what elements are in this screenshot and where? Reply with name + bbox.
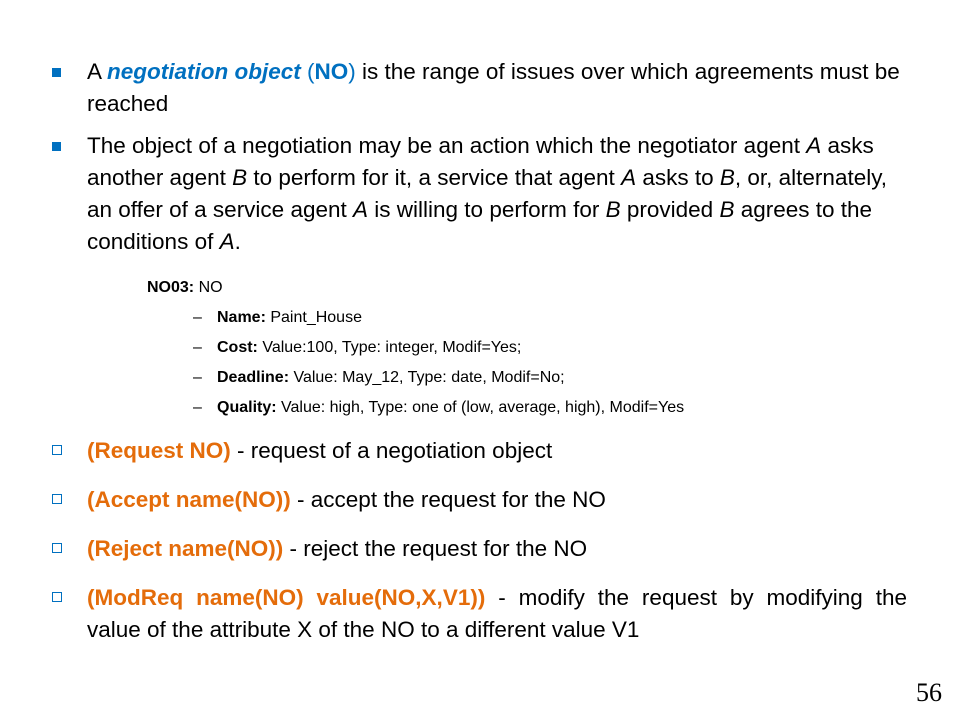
no-object-label: NO03: [147, 279, 195, 296]
hollow-square-bullet-icon [52, 592, 62, 602]
attribute-row: – Deadline: Value: May_12, Type: date, Modif=No; [193, 369, 565, 386]
attribute-row: – Name: Paint_House [193, 309, 362, 326]
page-number: 56 [916, 678, 942, 707]
square-bullet-icon [52, 68, 61, 77]
message-description: - accept the request for the NO [290, 487, 606, 512]
message-command: (Request NO) [87, 438, 231, 463]
hollow-square-bullet-icon [52, 494, 62, 504]
message-description: - reject the request for the NO [283, 536, 588, 561]
message-description: - modify the request by modifying the value of the attribute X of the NO to a different value V1 [87, 585, 907, 642]
no-object-value: NO [194, 279, 223, 296]
message-description: - request of a negotiation object [230, 438, 553, 463]
term-abbr: NO [314, 59, 349, 84]
message-command: (ModReq name(NO) value(NO,X,V1)) [87, 585, 486, 610]
bullet-definition-text: A negotiation object (NO) is the range of issues over which agreements must be reached [87, 59, 900, 116]
hollow-square-bullet-icon [52, 445, 62, 455]
no-object-header [147, 276, 223, 300]
square-bullet-icon [52, 142, 61, 151]
message-command: (Reject name(NO)) [87, 536, 284, 561]
hollow-square-bullet-icon [52, 543, 62, 553]
message-command: (Accept name(NO)) [87, 487, 291, 512]
attribute-row: – Cost: Value:100, Type: integer, Modif=Yes; [193, 339, 522, 356]
attribute-row: – Quality: Value: high, Type: one of (low, average, high), Modif=Yes [193, 399, 685, 416]
bullet-object-text: The object of a negotiation may be an action which the negotiator agent A asks another agent B to perform for it, a service that agent A asks to B, or, alternately, an offer of a service agent A is willing to perform for B provided B agrees to the conditions of A. [87, 133, 888, 254]
term-negotiation-object: negotiation object [107, 59, 301, 84]
